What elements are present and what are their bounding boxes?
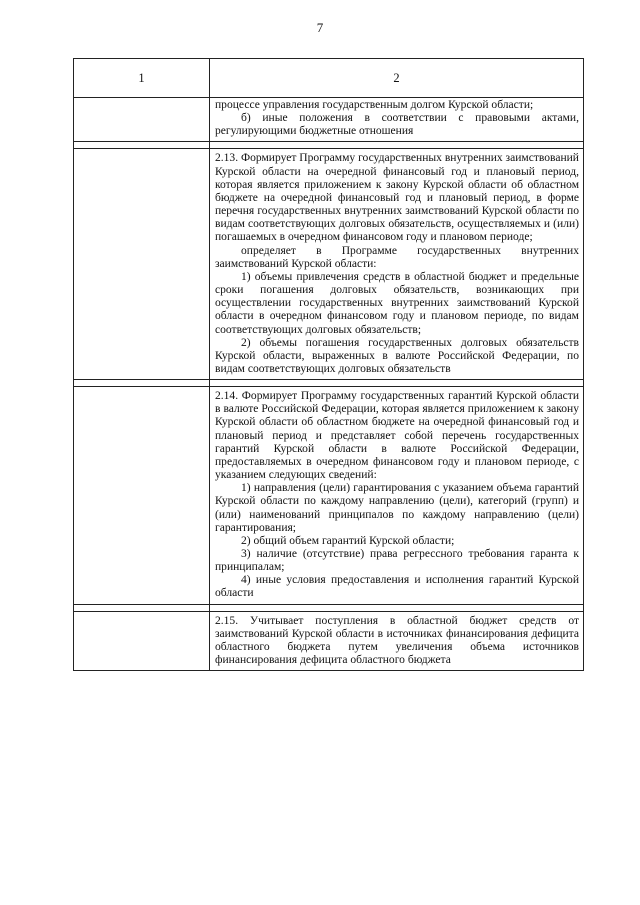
- content-cell: [210, 611, 584, 671]
- table-gap-row: [74, 604, 584, 611]
- content-cell: [210, 387, 584, 605]
- paragraph: 3) наличие (отсутствие) права регрессного требования гаранта к принципалам;: [215, 548, 579, 574]
- empty-cell: [74, 380, 210, 387]
- paragraph: 1) объемы привлечения средств в областной бюджет и предельные сроки погашения долговых обязательств, возникающих при осуществлении государственных внутренних заимствований Курской области в очередном финансовом году и плановом периоде, по видам соответствующих долговых обязательств;: [215, 270, 579, 336]
- paragraph: процессе управления государственным долгом Курской области;: [215, 99, 534, 111]
- paragraph: б) иные положения в соответствии с правовыми актами, регулирующими бюджетные отношения: [215, 112, 579, 138]
- empty-cell: [210, 142, 584, 149]
- paragraph: 2) общий объем гарантий Курской области;: [241, 534, 455, 547]
- content-cell: [210, 98, 584, 142]
- table-row: [74, 98, 584, 142]
- table-gap-row: [74, 380, 584, 387]
- table-row: [74, 149, 584, 380]
- empty-cell: [210, 380, 584, 387]
- table-gap-row: [74, 142, 584, 149]
- paragraph: 2.15. Учитывает поступления в областной бюджет средств от заимствований Курской области в источниках финансирования дефицита областного бюджета путем увеличения объема источников финансирования дефицита областного бюджета: [215, 614, 579, 667]
- table-row: [74, 387, 584, 605]
- paragraph: 2.13. Формирует Программу государственных внутренних заимствований Курской области на очередной финансовый год и плановый период, которая является приложением к закону Курской области об областном бюджете на очередной финансовый год и плановый период, в форме перечня государственных внутренних заимствований Курской области по видам соответствующих долговых обязательств, осуществляемых и (или) погашаемых в очередном финансовом году и плановом периоде;: [215, 152, 579, 244]
- empty-cell: [74, 611, 210, 671]
- empty-cell: [74, 142, 210, 149]
- content-cell: [210, 149, 584, 380]
- paragraph: 2) объемы погашения государственных долговых обязательств Курской области, выраженных в валюте Российской Федерации, по видам соответствующих долговых обязательств: [215, 336, 579, 375]
- empty-cell: [74, 98, 210, 142]
- empty-cell: [74, 387, 210, 605]
- paragraph: 4) иные условия предоставления и исполнения гарантий Курской области: [215, 574, 579, 600]
- page-number: 7: [316, 20, 324, 35]
- empty-cell: [74, 149, 210, 380]
- empty-cell: [210, 604, 584, 611]
- paragraph: 2.14. Формирует Программу государственных гарантий Курской области в валюте Российской Федерации, которая является приложением к закону Курской области об областном бюджете на очередной финансовый год и плановый период и представляет собой перечень государственных гарантий Курской области в валюте Российской Федерации, предоставляемых в очередном финансовом году и плановом периоде, с указанием следующих сведений:: [215, 390, 579, 482]
- empty-cell: [74, 604, 210, 611]
- column-header-2: 2: [210, 59, 584, 98]
- paragraph: определяет в Программе государственных внутренних заимствований Курской области:: [215, 244, 579, 270]
- document-table: [73, 58, 584, 671]
- table-row: [74, 611, 584, 671]
- paragraph: 1) направления (цели) гарантирования с указанием объема гарантий Курской области по каждому направлению (цели), категорий (групп) и (или) наименований принципалов по каждому направлению (цели) гарантирования;: [215, 482, 579, 534]
- table-header-row: [74, 59, 584, 98]
- column-header-1: 1: [74, 59, 210, 98]
